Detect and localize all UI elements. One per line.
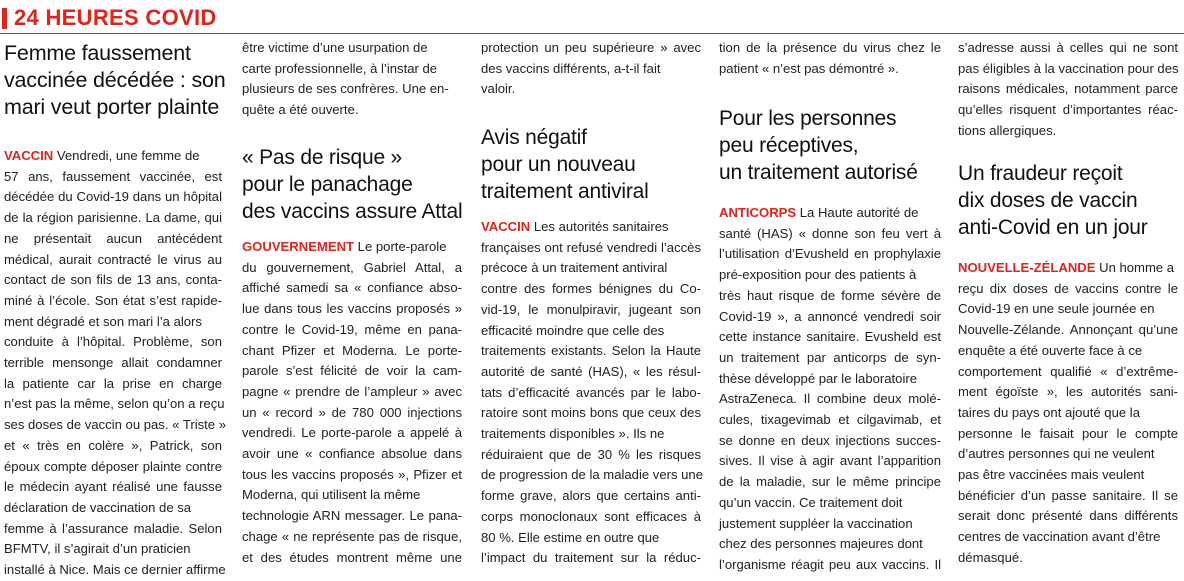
article-headline: Pour les personnes peu réceptives, un traitement autorisé — [719, 107, 918, 184]
article-kicker: NOUVELLE-ZÉLANDE — [958, 260, 1096, 275]
article-avis-negatif — [481, 0, 703, 566]
article-body: VACCIN Les autorités sanitaires françaises ont refusé vendredi l’accès précoce à un traitement antiviral contre des formes bénignes du Co- vid-19, le monulpiravir, jugeant son efficacité moindre que celle des traitements existants. Selon la Haute autorité de santé (HAS), « les résul- tats d’efficacité avancés par le labo- ratoire sont moins bons que ceux des traitements disponibles ». Ils ne réduiraient que de 30 % les risques de progression de la maladie vers une forme grave, alors que certains anti- corps monoclonaux sont efficaces à 80 %. Elle estime en outre que l’impact du traitement sur la réduc- — [481, 219, 703, 566]
article-traitement-autorise — [719, 0, 941, 572]
article-body-continued: s’adresse aussi à celles qui ne sont pas éligibles à la vaccination pour des raisons médicales, notamment parce qu’elles risquent d’importantes réac- tions allergiques. — [958, 40, 1179, 138]
article-headline: Avis négatif pour un nouveau traitement antiviral — [481, 126, 649, 203]
article-headline: Un fraudeur reçoit dix doses de vaccin anti-Covid en un jour — [958, 162, 1148, 239]
article-body-continued: être victime d’une usurpation de carte professionnelle, à l’instar de plusieurs de ses confrères. Une en- quête a été ouverte. — [242, 40, 449, 118]
article-faussement-vaccinee — [4, 0, 226, 578]
article-headline: Femme faussement vaccinée décédée : son mari veut porter plainte — [4, 41, 226, 119]
article-kicker: ANTICORPS — [719, 205, 797, 220]
section-title: 24 HEURES COVID — [14, 5, 217, 30]
article-fraudeur-nz — [958, 0, 1179, 565]
article-body-continued: protection un peu supérieure » avec des vaccins différents, a-t-il fait valoir. — [481, 40, 701, 97]
article-body: GOUVERNEMENT Le porte-parole du gouvernement, Gabriel Attal, a affiché samedi sa « confiance abso- lue dans tous les vaccins proposés » contre le Covid-19, même en pana- chant Pfizer et Moderna. Le porte- parole s’est félicité de voir la cam- pagne « prendre de l’ampleur » avec un « record » de 780 000 injections vendredi. Le porte-parole a appelé à avoir une « confiance absolue dans tous les vaccins proposés », Pfizer et Moderna, qui utilisent la même technologie ARN messager. Le pana- chage « ne représente pas de risque, et des études montrent même une — [242, 239, 462, 565]
article-body: NOUVELLE-ZÉLANDE Un homme a reçu dix doses de vaccins contre le Covid-19 en une seule journée en Nouvelle-Zélande. Annonçant qu’une enquête a été ouverte face à ce comportement qualifié « d’extrême- ment égoïste », les autorités sani- taires du pays ont ajouté que la personne le faisait pour le compte d’autres personnes qui ne veulent pas être vaccinées mais veulent bénéficier d’un passe sanitaire. Il se serait donc présenté dans différents centres de vaccination avant d’être démasqué. — [958, 260, 1178, 565]
article-body-continued: tion de la présence du virus chez le patient « n’est pas démontré ». — [719, 40, 941, 76]
article-kicker: GOUVERNEMENT — [242, 239, 355, 254]
article-body: ANTICORPS La Haute autorité de santé (HAS) « donne son feu vert à l’utilisation d’Evusheld en prophylaxie pré-exposition pour des patients à très haut risque de forme sévère de Covid-19 », a annoncé vendredi soir cette instance sanitaire. Evusheld est un traitement par anticorps de syn- thèse développé par le laboratoire AstraZeneca. Il combine deux molé- cules, tixagevimab et cilgavimab, et se donne en deux injections succes- sives. Il vise à agir avant l’apparition de la maladie, sur le même principe qu’un vaccin. Ce traitement doit justement suppléer la vaccination chez des personnes majeures dont l’organisme réagit peu aux vaccins. Il — [719, 205, 941, 572]
article-kicker: VACCIN — [481, 219, 531, 234]
article-kicker: VACCIN — [4, 148, 54, 163]
article-body: VACCIN Vendredi, une femme de 57 ans, faussement vaccinée, est décédée du Covid-19 dans un hôpital de la région parisienne. La dame, qui ne présentait aucun antécédent médical, aurait contracté le virus au contact de son fils de 13 ans, conta- miné à l’école. Son état s’est rapide- ment dégradé et son mari l’a alors conduite à l’hôpital. Problème, son terrible mensonge allait condamner la patiente car la prise en charge n’est pas la même, selon qu’on a reçu ses doses de vaccin ou pas. « Triste » et « très en colère », Patrick, son époux compte déposer plainte contre le médecin ayant réalisé une fausse déclaration de vaccination de sa femme à l’assurance maladie. Selon BFMTV, il s’agirait d’un praticien installé à Nice. Mais ce dernier affirme — [4, 148, 226, 578]
article-panachage-attal — [242, 0, 463, 565]
article-headline: « Pas de risque » pour le panachage des vaccins assure Attal — [242, 146, 463, 223]
